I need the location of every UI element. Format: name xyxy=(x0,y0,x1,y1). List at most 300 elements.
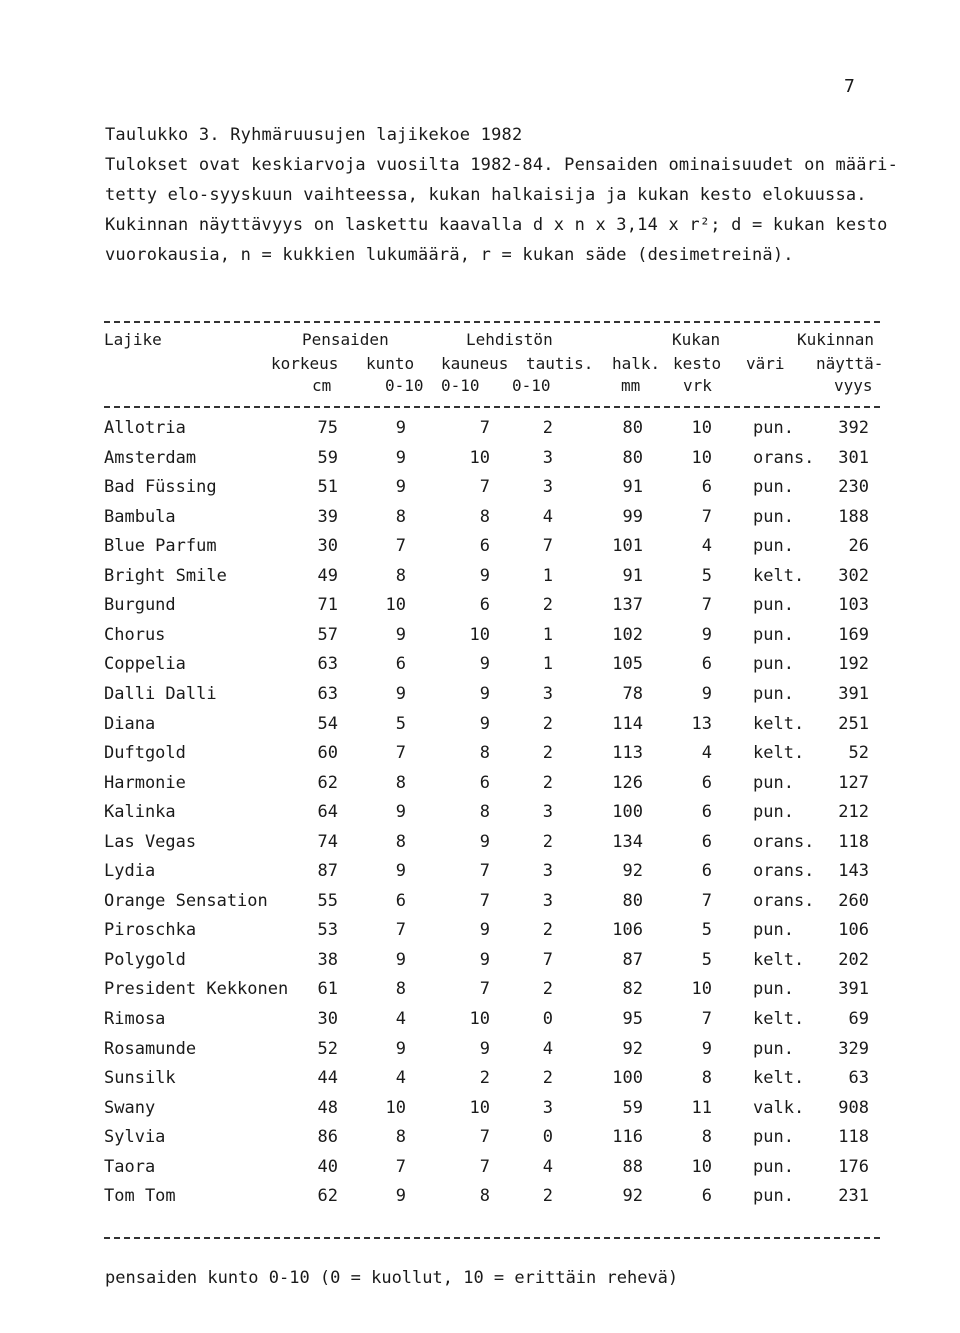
header-korkeus: korkeus xyxy=(271,354,339,373)
cell-tautis: 2 xyxy=(542,595,553,616)
cell-score: 63 xyxy=(848,1068,869,1089)
table-row xyxy=(0,1098,960,1128)
cell-kesto: 7 xyxy=(701,595,712,616)
cell-variety-name: Lydia xyxy=(104,861,156,882)
table-row xyxy=(0,448,960,478)
cell-halk: 92 xyxy=(622,1038,643,1059)
cell-score: 202 xyxy=(838,949,869,970)
cell-score: 52 xyxy=(848,743,869,764)
cell-tautis: 2 xyxy=(542,713,553,734)
cell-kunto: 9 xyxy=(395,1186,406,1207)
cell-kunto: 9 xyxy=(395,683,406,704)
cell-variety-name: Harmonie xyxy=(104,772,186,793)
cell-tautis: 2 xyxy=(542,418,553,438)
cell-score: 230 xyxy=(838,477,869,498)
cell-kauneus: 9 xyxy=(479,654,490,675)
cell-score: 260 xyxy=(838,890,869,911)
cell-tautis: 0 xyxy=(542,1127,553,1148)
cell-score: 392 xyxy=(838,418,869,438)
cell-height: 60 xyxy=(317,743,338,764)
cell-tautis: 3 xyxy=(542,683,553,704)
cell-kauneus: 7 xyxy=(479,1156,490,1177)
cell-kesto: 5 xyxy=(701,949,712,970)
cell-halk: 92 xyxy=(622,861,643,882)
cell-color: pun. xyxy=(753,1156,794,1177)
cell-kauneus: 9 xyxy=(479,713,490,734)
cell-kauneus: 9 xyxy=(479,565,490,586)
cell-kesto: 13 xyxy=(691,713,712,734)
cell-height: 75 xyxy=(317,418,338,438)
table-row xyxy=(0,566,960,596)
cell-score: 231 xyxy=(838,1186,869,1207)
cell-halk: 102 xyxy=(612,624,643,645)
table-row xyxy=(0,1068,960,1098)
cell-score: 127 xyxy=(838,772,869,793)
cell-kesto: 7 xyxy=(701,890,712,911)
table-row xyxy=(0,418,960,448)
cell-kunto: 9 xyxy=(395,949,406,970)
cell-height: 49 xyxy=(317,565,338,586)
table-row xyxy=(0,1186,960,1216)
footnote: pensaiden kunto 0-10 (0 = kuollut, 10 = erittäin rehevä) xyxy=(105,1268,679,1288)
cell-halk: 78 xyxy=(622,683,643,704)
cell-kauneus: 7 xyxy=(479,890,490,911)
cell-halk: 116 xyxy=(612,1127,643,1148)
table-row xyxy=(0,773,960,803)
cell-kesto: 10 xyxy=(691,1156,712,1177)
table-row xyxy=(0,802,960,832)
cell-variety-name: Duftgold xyxy=(104,743,186,764)
cell-variety-name: Bright Smile xyxy=(104,565,227,586)
cell-kesto: 8 xyxy=(701,1127,712,1148)
cell-score: 329 xyxy=(838,1038,869,1059)
cell-color: pun. xyxy=(753,683,794,704)
cell-kunto: 10 xyxy=(385,1097,406,1118)
cell-kesto: 11 xyxy=(691,1097,712,1118)
cell-kunto: 7 xyxy=(395,920,406,941)
cell-height: 48 xyxy=(317,1097,338,1118)
cell-tautis: 4 xyxy=(542,1038,553,1059)
cell-kesto: 6 xyxy=(701,477,712,498)
cell-score: 103 xyxy=(838,595,869,616)
header-kauneus: kauneus xyxy=(441,354,509,373)
cell-variety-name: Amsterdam xyxy=(104,447,197,468)
table-row xyxy=(0,684,960,714)
cell-color: orans. xyxy=(753,861,815,882)
cell-halk: 137 xyxy=(612,595,643,616)
cell-height: 38 xyxy=(317,949,338,970)
cell-kunto: 9 xyxy=(395,477,406,498)
cell-variety-name: Kalinka xyxy=(104,802,176,823)
header-lehdiston: Lehdistön xyxy=(466,330,553,349)
cell-kesto: 6 xyxy=(701,802,712,823)
cell-variety-name: Sunsilk xyxy=(104,1068,176,1089)
header-kesto: kesto xyxy=(673,354,722,373)
cell-kunto: 9 xyxy=(395,418,406,438)
cell-halk: 106 xyxy=(612,920,643,941)
cell-variety-name: Dalli Dalli xyxy=(104,683,217,704)
cell-kunto: 8 xyxy=(395,565,406,586)
table-row xyxy=(0,743,960,773)
cell-kauneus: 7 xyxy=(479,418,490,438)
cell-score: 169 xyxy=(838,624,869,645)
cell-score: 391 xyxy=(838,683,869,704)
header-kunto: kunto xyxy=(366,354,415,373)
cell-height: 51 xyxy=(317,477,338,498)
cell-variety-name: Piroschka xyxy=(104,920,197,941)
cell-kunto: 6 xyxy=(395,890,406,911)
cell-tautis: 3 xyxy=(542,802,553,823)
cell-tautis: 7 xyxy=(542,949,553,970)
cell-color: orans. xyxy=(753,831,815,852)
cell-kauneus: 10 xyxy=(469,447,490,468)
cell-color: pun. xyxy=(753,506,794,527)
table-row xyxy=(0,832,960,862)
intro-line: tetty elo-syyskuun vaihteessa, kukan halkaisija ja kukan kesto elokuussa. xyxy=(105,185,867,205)
cell-height: 39 xyxy=(317,506,338,527)
cell-kesto: 5 xyxy=(701,920,712,941)
cell-color: pun. xyxy=(753,595,794,616)
header-kukan: Kukan xyxy=(672,330,721,349)
cell-color: kelt. xyxy=(753,713,805,734)
cell-height: 87 xyxy=(317,861,338,882)
table-top-rule xyxy=(104,321,880,323)
cell-kunto: 6 xyxy=(395,654,406,675)
cell-kesto: 4 xyxy=(701,743,712,764)
cell-kesto: 4 xyxy=(701,536,712,557)
cell-tautis: 2 xyxy=(542,979,553,1000)
cell-halk: 126 xyxy=(612,772,643,793)
cell-color: kelt. xyxy=(753,949,805,970)
header-tautis: tautis. xyxy=(526,354,594,373)
cell-kauneus: 2 xyxy=(479,1068,490,1089)
cell-height: 63 xyxy=(317,683,338,704)
cell-halk: 82 xyxy=(622,979,643,1000)
cell-kauneus: 9 xyxy=(479,1038,490,1059)
cell-kunto: 9 xyxy=(395,447,406,468)
cell-tautis: 2 xyxy=(542,1068,553,1089)
cell-height: 62 xyxy=(317,772,338,793)
header-lajike: Lajike xyxy=(104,330,162,349)
cell-halk: 91 xyxy=(622,477,643,498)
cell-height: 54 xyxy=(317,713,338,734)
cell-height: 71 xyxy=(317,595,338,616)
cell-tautis: 1 xyxy=(542,565,553,586)
cell-tautis: 3 xyxy=(542,1097,553,1118)
cell-kauneus: 8 xyxy=(479,743,490,764)
cell-halk: 101 xyxy=(612,536,643,557)
cell-halk: 91 xyxy=(622,565,643,586)
cell-kesto: 6 xyxy=(701,861,712,882)
header-nayttavyys-cont: vyys xyxy=(834,376,873,395)
cell-color: pun. xyxy=(753,418,794,438)
cell-variety-name: Las Vegas xyxy=(104,831,197,852)
cell-height: 53 xyxy=(317,920,338,941)
table-row xyxy=(0,1127,960,1157)
cell-tautis: 2 xyxy=(542,1186,553,1207)
cell-halk: 80 xyxy=(622,890,643,911)
cell-kauneus: 10 xyxy=(469,624,490,645)
cell-kauneus: 7 xyxy=(479,861,490,882)
table-row xyxy=(0,1157,960,1187)
table-row xyxy=(0,950,960,980)
cell-kunto: 9 xyxy=(395,802,406,823)
cell-kunto: 5 xyxy=(395,713,406,734)
cell-variety-name: President Kekkonen xyxy=(104,979,289,1000)
cell-kesto: 7 xyxy=(701,1009,712,1029)
cell-kauneus: 10 xyxy=(469,1009,490,1029)
cell-kunto: 7 xyxy=(395,743,406,764)
cell-tautis: 2 xyxy=(542,831,553,852)
cell-halk: 80 xyxy=(622,418,643,438)
cell-height: 40 xyxy=(317,1156,338,1177)
cell-kauneus: 6 xyxy=(479,536,490,557)
cell-height: 52 xyxy=(317,1038,338,1059)
header-pensaiden: Pensaiden xyxy=(302,330,389,349)
cell-color: pun. xyxy=(753,1038,794,1059)
header-scale-kauneus: 0-10 xyxy=(441,376,480,395)
cell-score: 908 xyxy=(838,1097,869,1118)
cell-variety-name: Diana xyxy=(104,713,156,734)
cell-tautis: 3 xyxy=(542,447,553,468)
cell-color: pun. xyxy=(753,772,794,793)
cell-halk: 88 xyxy=(622,1156,643,1177)
table-row xyxy=(0,714,960,744)
header-scale-tautis: 0-10 xyxy=(512,376,551,395)
cell-kauneus: 6 xyxy=(479,595,490,616)
cell-tautis: 2 xyxy=(542,743,553,764)
cell-kunto: 10 xyxy=(385,595,406,616)
cell-score: 302 xyxy=(838,565,869,586)
cell-variety-name: Blue Parfum xyxy=(104,536,217,557)
cell-kunto: 9 xyxy=(395,861,406,882)
cell-halk: 87 xyxy=(622,949,643,970)
cell-kauneus: 7 xyxy=(479,477,490,498)
table-row xyxy=(0,536,960,566)
header-kukinnan: Kukinnan xyxy=(797,330,875,349)
cell-score: 251 xyxy=(838,713,869,734)
cell-kauneus: 9 xyxy=(479,831,490,852)
cell-tautis: 0 xyxy=(542,1009,553,1029)
cell-kunto: 4 xyxy=(395,1009,406,1029)
cell-kauneus: 8 xyxy=(479,802,490,823)
cell-color: pun. xyxy=(753,624,794,645)
cell-color: pun. xyxy=(753,536,794,557)
page-number: 7 xyxy=(844,76,855,97)
cell-color: pun. xyxy=(753,1127,794,1148)
cell-height: 74 xyxy=(317,831,338,852)
cell-kesto: 10 xyxy=(691,418,712,438)
cell-kunto: 9 xyxy=(395,1038,406,1059)
cell-score: 69 xyxy=(848,1009,869,1029)
table-row xyxy=(0,920,960,950)
cell-score: 106 xyxy=(838,920,869,941)
cell-color: pun. xyxy=(753,920,794,941)
cell-kauneus: 6 xyxy=(479,772,490,793)
cell-tautis: 1 xyxy=(542,654,553,675)
cell-kauneus: 8 xyxy=(479,506,490,527)
cell-kesto: 7 xyxy=(701,506,712,527)
cell-halk: 92 xyxy=(622,1186,643,1207)
cell-score: 118 xyxy=(838,1127,869,1148)
cell-halk: 105 xyxy=(612,654,643,675)
cell-tautis: 3 xyxy=(542,861,553,882)
cell-height: 62 xyxy=(317,1186,338,1207)
cell-tautis: 2 xyxy=(542,920,553,941)
table-row xyxy=(0,861,960,891)
table-row xyxy=(0,595,960,625)
cell-color: kelt. xyxy=(753,743,805,764)
cell-score: 192 xyxy=(838,654,869,675)
cell-score: 26 xyxy=(848,536,869,557)
cell-tautis: 2 xyxy=(542,772,553,793)
cell-color: pun. xyxy=(753,477,794,498)
cell-kauneus: 7 xyxy=(479,979,490,1000)
table-bottom-rule xyxy=(104,1237,880,1239)
header-nayttavyys: näyttä- xyxy=(816,354,884,373)
cell-kesto: 9 xyxy=(701,683,712,704)
cell-height: 63 xyxy=(317,654,338,675)
cell-kesto: 6 xyxy=(701,1186,712,1207)
table-caption: Taulukko 3. Ryhmäruusujen lajikekoe 1982 xyxy=(105,125,523,145)
cell-halk: 99 xyxy=(622,506,643,527)
cell-color: kelt. xyxy=(753,1068,805,1089)
cell-kesto: 6 xyxy=(701,831,712,852)
cell-height: 57 xyxy=(317,624,338,645)
cell-color: kelt. xyxy=(753,565,805,586)
cell-height: 30 xyxy=(317,536,338,557)
cell-kunto: 8 xyxy=(395,831,406,852)
cell-score: 391 xyxy=(838,979,869,1000)
cell-tautis: 3 xyxy=(542,477,553,498)
intro-text xyxy=(105,120,898,270)
cell-kauneus: 8 xyxy=(479,1186,490,1207)
cell-score: 301 xyxy=(838,447,869,468)
cell-tautis: 7 xyxy=(542,536,553,557)
cell-kauneus: 9 xyxy=(479,949,490,970)
table-row xyxy=(0,625,960,655)
header-scale-kunto: 0-10 xyxy=(385,376,424,395)
cell-kunto: 4 xyxy=(395,1068,406,1089)
table-header-rule xyxy=(104,406,880,408)
cell-color: valk. xyxy=(753,1097,805,1118)
intro-line: Tulokset ovat keskiarvoja vuosilta 1982-84. Pensaiden ominaisuudet on määri- xyxy=(105,155,899,175)
cell-halk: 134 xyxy=(612,831,643,852)
cell-score: 212 xyxy=(838,802,869,823)
cell-color: kelt. xyxy=(753,1009,805,1029)
cell-variety-name: Rimosa xyxy=(104,1009,166,1029)
cell-variety-name: Sylvia xyxy=(104,1127,166,1148)
cell-kesto: 6 xyxy=(701,772,712,793)
cell-height: 61 xyxy=(317,979,338,1000)
cell-variety-name: Polygold xyxy=(104,949,186,970)
cell-kauneus: 10 xyxy=(469,1097,490,1118)
table-row xyxy=(0,1039,960,1069)
cell-kesto: 10 xyxy=(691,447,712,468)
cell-kauneus: 7 xyxy=(479,1127,490,1148)
cell-color: pun. xyxy=(753,654,794,675)
cell-height: 44 xyxy=(317,1068,338,1089)
cell-height: 59 xyxy=(317,447,338,468)
cell-score: 176 xyxy=(838,1156,869,1177)
cell-kauneus: 9 xyxy=(479,920,490,941)
cell-height: 64 xyxy=(317,802,338,823)
cell-halk: 95 xyxy=(622,1009,643,1029)
cell-kunto: 9 xyxy=(395,624,406,645)
intro-line: vuorokausia, n = kukkien lukumäärä, r = kukan säde (desimetreinä). xyxy=(105,245,794,265)
cell-halk: 100 xyxy=(612,802,643,823)
cell-variety-name: Orange Sensation xyxy=(104,890,268,911)
table-row xyxy=(0,477,960,507)
header-vari: väri xyxy=(746,354,785,373)
cell-kesto: 8 xyxy=(701,1068,712,1089)
header-halk: halk. xyxy=(612,354,661,373)
cell-kesto: 9 xyxy=(701,624,712,645)
cell-variety-name: Bad Füssing xyxy=(104,477,217,498)
cell-color: pun. xyxy=(753,802,794,823)
cell-height: 55 xyxy=(317,890,338,911)
cell-height: 30 xyxy=(317,1009,338,1029)
cell-halk: 80 xyxy=(622,447,643,468)
cell-variety-name: Coppelia xyxy=(104,654,186,675)
cell-color: orans. xyxy=(753,447,815,468)
header-unit-mm: mm xyxy=(621,376,641,395)
table-row xyxy=(0,1009,960,1039)
cell-halk: 100 xyxy=(612,1068,643,1089)
cell-kauneus: 9 xyxy=(479,683,490,704)
cell-color: orans. xyxy=(753,890,815,911)
cell-variety-name: Chorus xyxy=(104,624,166,645)
cell-score: 188 xyxy=(838,506,869,527)
cell-score: 118 xyxy=(838,831,869,852)
cell-variety-name: Allotria xyxy=(104,418,186,438)
cell-score: 143 xyxy=(838,861,869,882)
cell-kunto: 7 xyxy=(395,536,406,557)
cell-variety-name: Swany xyxy=(104,1097,156,1118)
cell-kesto: 5 xyxy=(701,565,712,586)
cell-kesto: 9 xyxy=(701,1038,712,1059)
cell-tautis: 3 xyxy=(542,890,553,911)
cell-variety-name: Bambula xyxy=(104,506,176,527)
cell-kunto: 8 xyxy=(395,772,406,793)
cell-tautis: 1 xyxy=(542,624,553,645)
cell-kesto: 6 xyxy=(701,654,712,675)
intro-line: Kukinnan näyttävyys on laskettu kaavalla d x n x 3,14 x r²; d = kukan kesto xyxy=(105,215,888,235)
cell-kunto: 7 xyxy=(395,1156,406,1177)
cell-height: 86 xyxy=(317,1127,338,1148)
cell-variety-name: Taora xyxy=(104,1156,156,1177)
table-row xyxy=(0,891,960,921)
cell-color: pun. xyxy=(753,979,794,1000)
table-row xyxy=(0,654,960,684)
cell-variety-name: Tom Tom xyxy=(104,1186,176,1207)
cell-kunto: 8 xyxy=(395,979,406,1000)
cell-variety-name: Rosamunde xyxy=(104,1038,197,1059)
cell-kunto: 8 xyxy=(395,1127,406,1148)
cell-variety-name: Burgund xyxy=(104,595,176,616)
header-unit-vrk: vrk xyxy=(683,376,712,395)
cell-halk: 113 xyxy=(612,743,643,764)
table-row xyxy=(0,507,960,537)
cell-tautis: 4 xyxy=(542,506,553,527)
cell-color: pun. xyxy=(753,1186,794,1207)
cell-halk: 114 xyxy=(612,713,643,734)
table-row xyxy=(0,979,960,1009)
cell-kunto: 8 xyxy=(395,506,406,527)
cell-kesto: 10 xyxy=(691,979,712,1000)
cell-halk: 59 xyxy=(622,1097,643,1118)
header-unit-cm: cm xyxy=(312,376,332,395)
